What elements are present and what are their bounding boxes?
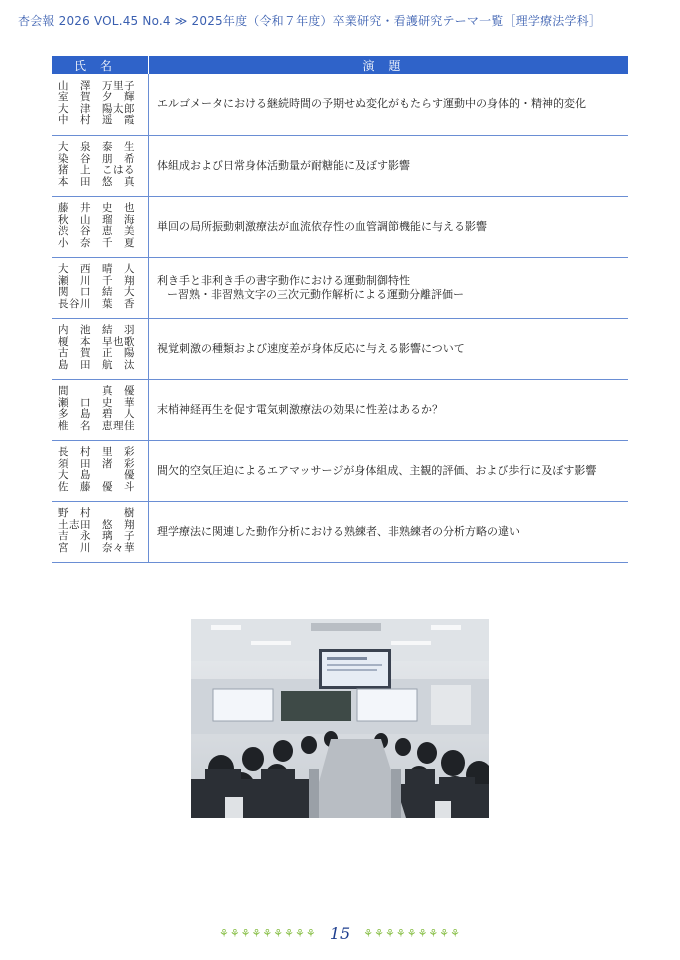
author-name: 中 村 遥 霞 [58, 114, 135, 127]
author-name: 室 賀 夕 輝 [58, 91, 135, 104]
author-names [52, 74, 149, 135]
author-name: 大 泉 泰 生 [58, 141, 135, 153]
author-names [52, 440, 149, 501]
table-row [52, 196, 628, 257]
ornament-left: ⚘⚘⚘⚘⚘⚘⚘⚘⚘ [218, 927, 317, 940]
thesis-title: 間欠的空気圧迫によるエアマッサージが身体組成、主観的評価、および歩行に及ぼす影響 [157, 463, 597, 477]
author-name: 榎 本 早也歌 [58, 335, 135, 348]
author-name: 土志田 悠 翔 [58, 518, 135, 531]
table-header-row [52, 56, 628, 74]
author-name: 小 奈 千 夏 [58, 236, 135, 249]
author-name: 本 田 悠 真 [58, 175, 135, 188]
table-row [52, 440, 628, 501]
author-name: 内 池 結 羽 [58, 324, 135, 336]
author-name: 古 賀 正 陽 [58, 347, 135, 359]
presentation-photo [191, 619, 489, 818]
table-row [52, 257, 628, 318]
name-column-header: 氏名 [52, 56, 149, 74]
thesis-title-cell [149, 440, 629, 501]
thesis-title-cell [149, 135, 629, 196]
author-names [52, 501, 149, 562]
thesis-title: エルゴメータにおける継続時間の予期せぬ変化がもたらす運動中の身体的・精神的変化 [157, 97, 586, 111]
author-name: 宮 川 奈々華 [58, 541, 135, 554]
author-names [52, 379, 149, 440]
table-row [52, 318, 628, 379]
author-name: 山 澤 万里子 [58, 79, 135, 92]
thesis-title: 視覚刺激の種類および速度差が身体反応に与える影響について [157, 341, 465, 355]
thesis-title-cell [149, 257, 629, 318]
thesis-title-cell [149, 74, 629, 135]
author-name: 吉 永 璃 子 [58, 530, 135, 542]
author-name: 大 西 晴 人 [58, 263, 135, 275]
author-name: 藤 井 史 也 [58, 202, 135, 214]
author-name: 大 島 優 [58, 469, 135, 481]
thesis-table [52, 56, 628, 563]
ornament-right: ⚘⚘⚘⚘⚘⚘⚘⚘⚘ [363, 927, 462, 940]
author-name: 長谷川 葉 香 [58, 297, 135, 310]
author-name: 関 口 結 大 [58, 286, 135, 298]
author-names [52, 135, 149, 196]
page-number: 15 [329, 924, 351, 943]
author-name: 島 田 航 汰 [58, 358, 135, 371]
author-name: 須 田 渚 彩 [58, 457, 135, 470]
author-name: 秋 山 瑠 海 [58, 213, 135, 226]
table-row [52, 379, 628, 440]
title-column-header: 演題 [149, 56, 629, 74]
author-name: 染 谷 朋 希 [58, 152, 135, 165]
author-name: 瀬 口 史 華 [58, 396, 135, 409]
author-name: 長 村 里 彩 [58, 446, 135, 458]
page-footer [0, 924, 680, 943]
thesis-title: 体組成および日常身体活動量が耐糖能に及ぼす影響 [157, 158, 410, 172]
thesis-title: 利き手と非利き手の書字動作における運動制御特性 [157, 273, 410, 287]
thesis-subtitle: ー習熟・非習熟文字の三次元動作解析による運動分離評価ー [167, 287, 464, 301]
author-name: 野 村 樹 [58, 507, 135, 519]
thesis-title-cell [149, 318, 629, 379]
page-header: 杏会報 2026 VOL.45 No.4 ≫ 2025年度（令和７年度）卒業研究・看護研究テーマ一覧［理学療法学科］ [18, 14, 602, 28]
author-name: 間 真 優 [58, 385, 135, 397]
thesis-title-cell [149, 501, 629, 562]
author-name: 椎 名 恵理佳 [58, 419, 135, 432]
author-name: 渋 谷 恵 美 [58, 225, 135, 237]
author-names [52, 196, 149, 257]
thesis-title: 理学療法に関連した動作分析における熟練者、非熟練者の分析方略の違い [157, 524, 520, 538]
lecture-hall-image [191, 619, 489, 818]
author-name: 猪 上 こはる [58, 164, 135, 176]
author-names [52, 318, 149, 379]
author-names [52, 257, 149, 318]
thesis-title-cell [149, 196, 629, 257]
thesis-title: 末梢神経再生を促す電気刺激療法の効果に性差はあるか？ [157, 402, 443, 416]
table-row [52, 74, 628, 135]
author-name: 大 津 陽太郎 [58, 102, 135, 115]
author-name: 佐 藤 優 斗 [58, 480, 135, 493]
table-row [52, 135, 628, 196]
thesis-title-cell [149, 379, 629, 440]
author-name: 瀬 川 千 翔 [58, 274, 135, 287]
table-row [52, 501, 628, 562]
thesis-title: 単回の局所振動刺激療法が血流依存性の血管調節機能に与える影響 [157, 219, 487, 233]
author-name: 多 島 碧 人 [58, 408, 135, 420]
